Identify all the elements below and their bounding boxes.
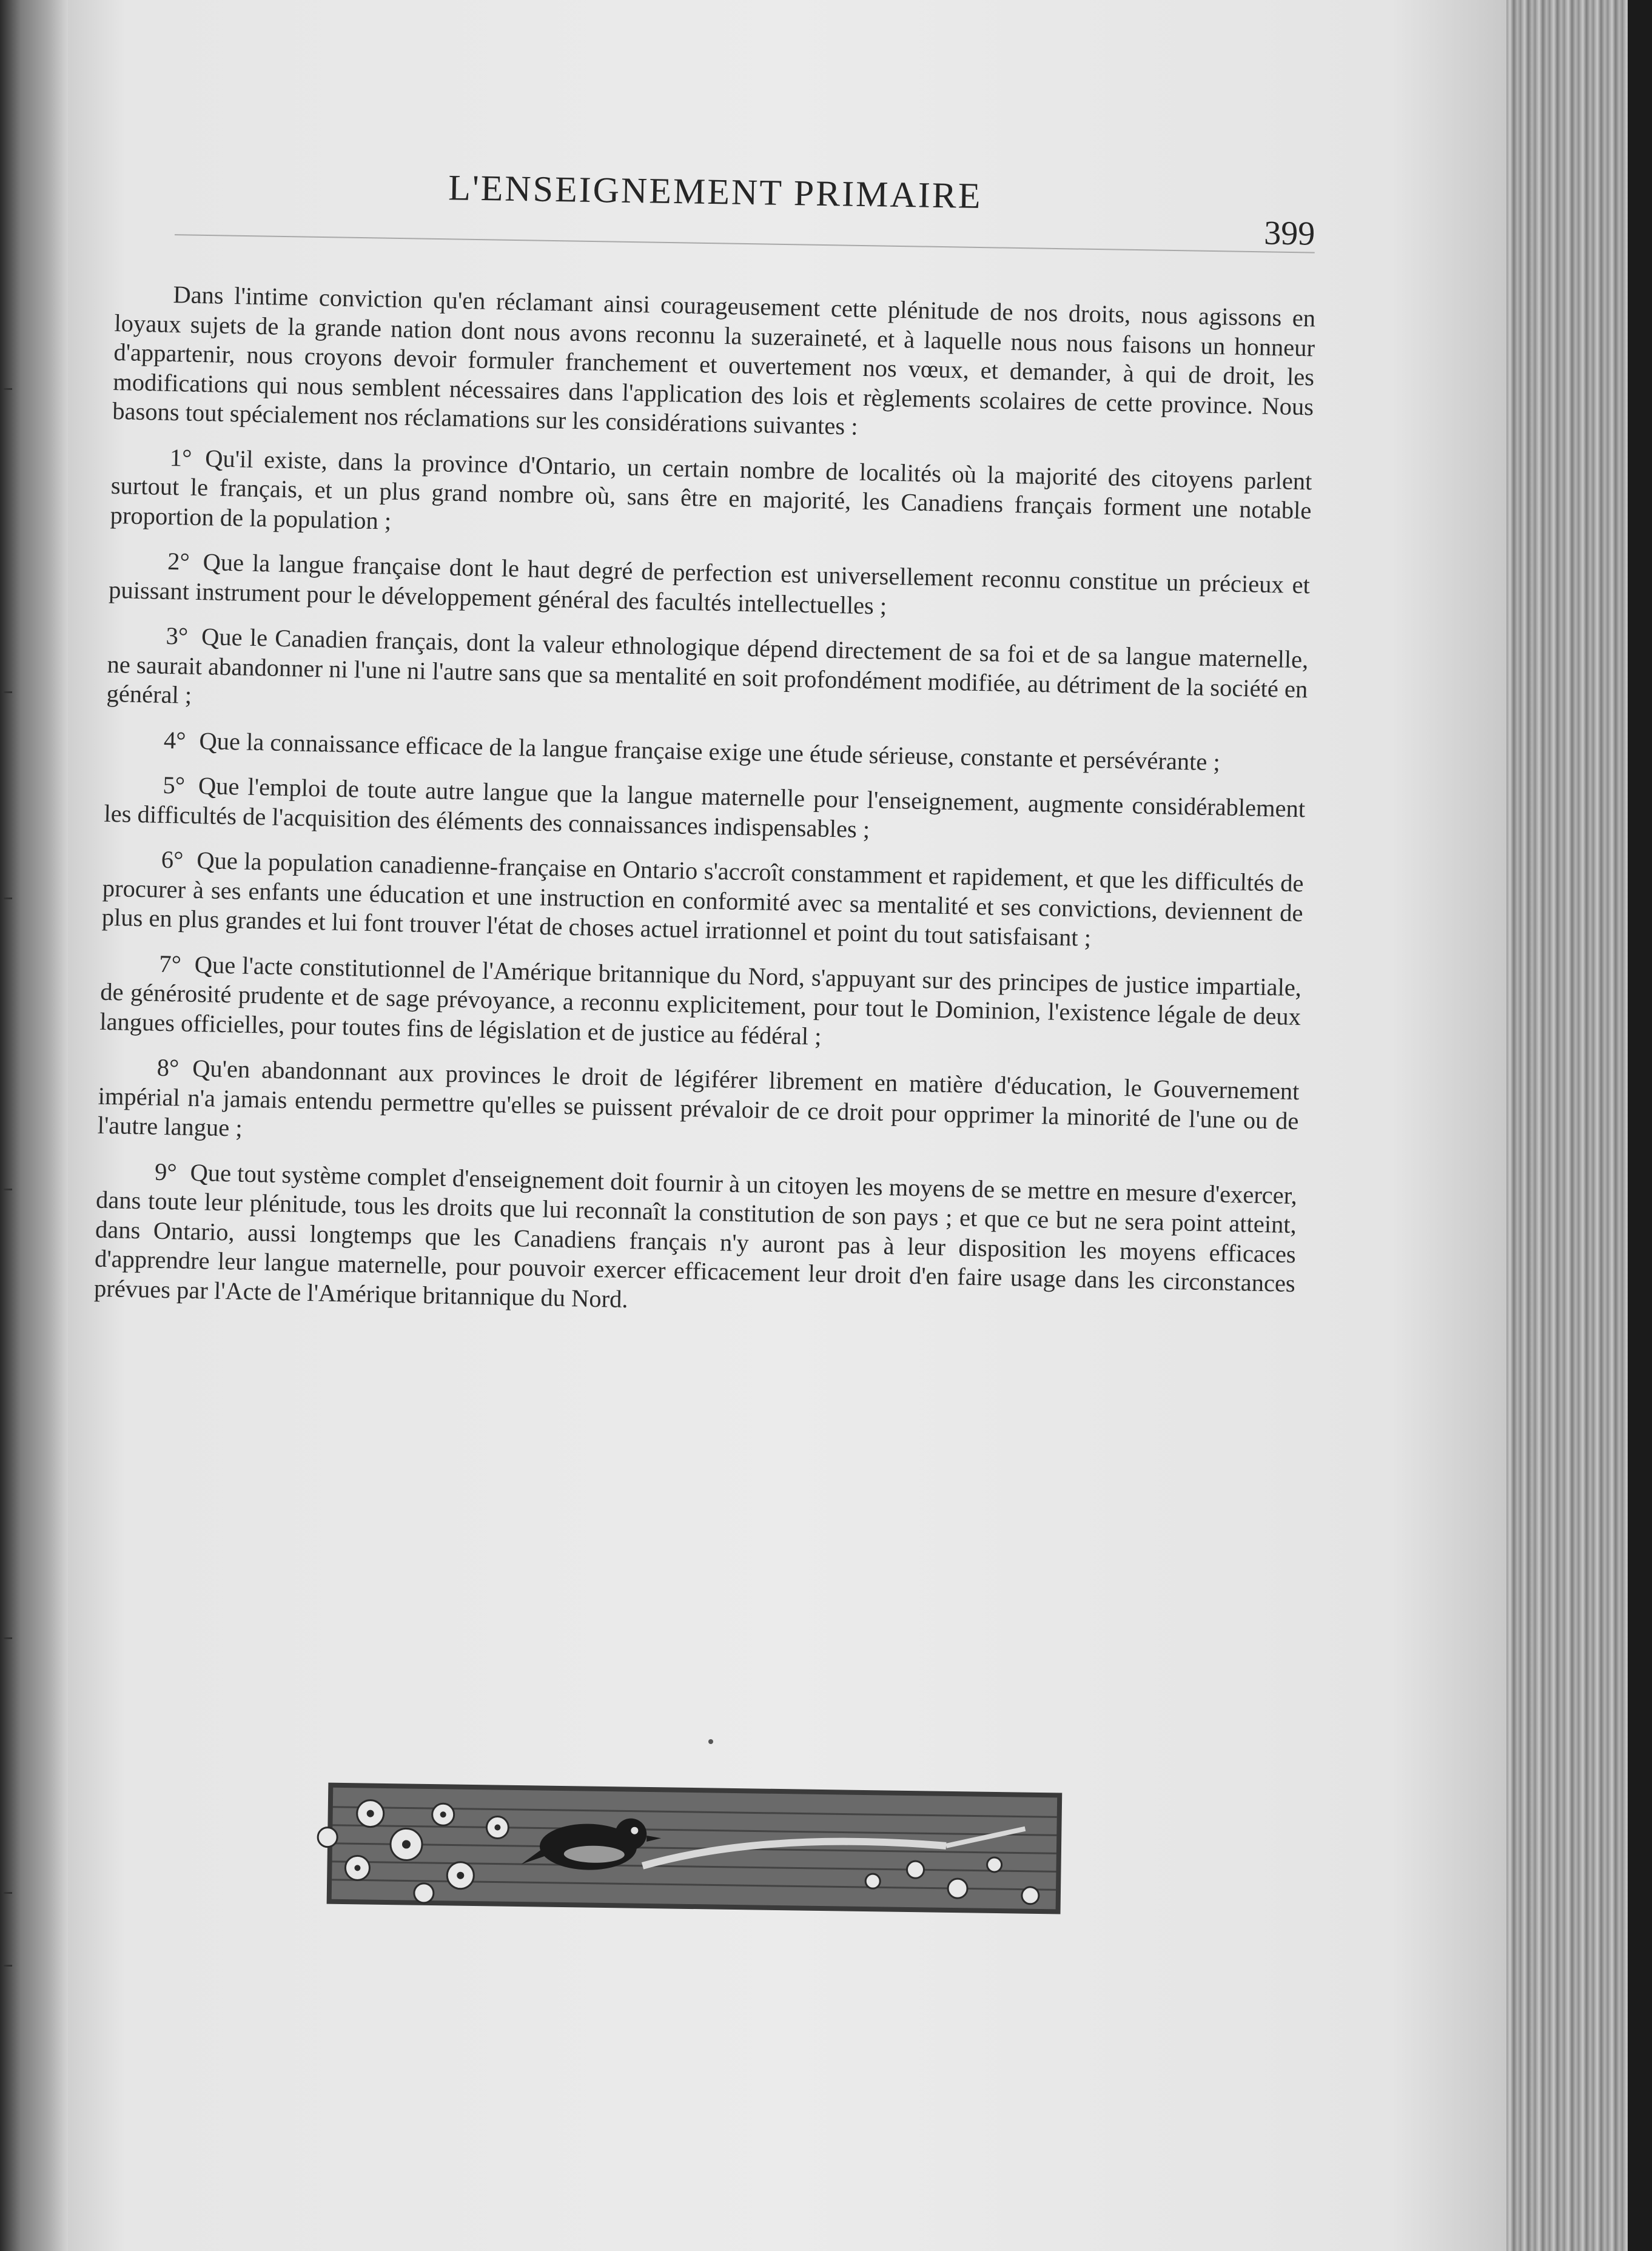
item-text: Que tout système complet d'enseignement doit fournir à un citoyen les moyens de se mettre en mesure d'exercer, dans toute leur plénitude, tous les droits que lui reconnaît la constitution de son pays ; et que ce but ne sera point atteint, dans Ontario, aussi longtemps que les Canadiens français n'y auront pas à leur disposition les moyens efficaces d'apprendre leur langue maternelle, pour pouvoir exercer efficacement leur droit d'en faire usage dans les circonstances prévues par l'Acte de l'Amérique britannique du Nord.: [93, 1158, 1298, 1313]
item-number: 8°: [156, 1053, 180, 1082]
item-number: 9°: [154, 1158, 178, 1186]
item-number: 4°: [163, 726, 187, 754]
intro-paragraph: Dans l'intime conviction qu'en réclamant ainsi courageusement cette plénitude de nos droits, nous agissons en loyaux sujets de la grande nation dont nous avons reconnu la suzeraineté, et à laquelle nous nous faisons un honneur d'appartenir, nous croyons devoir formuler franchement et ouvertement nos vœux, et demander, à qui de droit, les modifications qui nous semblent nécessaires dans l'application des lois et règlements scolaires de cette province. Nous basons tout spécialement nos réclamations sur les considérations suivantes :: [112, 281, 1316, 440]
item-number: 3°: [166, 622, 189, 650]
item-number: 7°: [158, 950, 182, 978]
item-text: Que la population canadienne-française en Ontario s'accroît constamment et rapidement, et que les difficultés de procurer à ses enfants une éducation et une instruction en conformité avec sa mentalité et ses convictions, deviennent de plus en plus grandes et lui font trouver l'état de choses actuel irrationnel et point du tout satisfaisant ;: [101, 847, 1304, 951]
item-text: Que la connaissance efficace de la langue française exige une étude sérieuse, constante et persévérante ;: [199, 726, 1221, 776]
item-text: Que la langue française dont le haut degré de perfection est universellement reconnu constitue un précieux et puissant instrument pour le développement général des facultés intellectuelles ;: [108, 548, 1311, 620]
body-text: [93, 279, 1315, 1344]
considerations-list: [94, 441, 1312, 1328]
item-number: 1°: [169, 443, 192, 472]
consideration-item: [110, 441, 1312, 555]
consideration-item: [109, 546, 1311, 629]
running-title: L'ENSEIGNEMENT PRIMAIRE: [448, 167, 983, 216]
item-number: 6°: [161, 845, 184, 874]
consideration-item: [106, 724, 1307, 779]
previous-page-edge: [0, 0, 68, 2251]
item-text: Que l'acte constitutionnel de l'Amérique britannique du Nord, s'appuyant sur des principes de justice impartiale, de générosité prudente et de sage prévoyance, a reconnu explicitement, pour tout le Dominion, l'existence légale de deux langues officielles, pour toutes fins de législation et de justice au fédéral ;: [99, 950, 1302, 1050]
bird-branch-ornament-icon: [302, 1770, 1080, 1922]
book-spine-edge: [1506, 0, 1652, 2251]
consideration-item: [106, 620, 1309, 734]
consideration-item: [104, 770, 1306, 853]
consideration-item: [94, 1156, 1298, 1328]
speck: [708, 1739, 713, 1744]
consideration-item: [101, 844, 1304, 958]
item-number: 2°: [167, 547, 190, 575]
item-text: Qu'en abandonnant aux provinces le droit de légiférer librement en matière d'éducation, le Gouvernement impérial n'a jamais entendu permettre qu'elles se puissent prévaloir de ce droit pour opprimer la minorité de l'une ou de l'autre langue ;: [97, 1054, 1300, 1142]
item-text: Que le Canadien français, dont la valeur ethnologique dépend directement de sa foi et de sa langue maternelle, ne saurait abandonner ni l'une ni l'autre sans que sa mentalité en soit profondément modifiée, au détriment de la société en général ;: [106, 623, 1309, 709]
item-text: Que l'emploi de toute autre langue que la langue maternelle pour l'enseignement, augmente considérablement les difficultés de l'acquisition des éléments des connaissances indispensables ;: [104, 772, 1306, 843]
item-number: 5°: [163, 771, 186, 799]
consideration-item: [99, 948, 1302, 1061]
page-number: 399: [1263, 214, 1315, 253]
consideration-item: [97, 1052, 1300, 1166]
item-text: Qu'il existe, dans la province d'Ontario, un certain nombre de localités où la majorité des citoyens parlent surtout le français, et un plus grand nombre où, sans être en majorité, les Canadiens français forment une notable proportion de la population ;: [110, 444, 1312, 535]
